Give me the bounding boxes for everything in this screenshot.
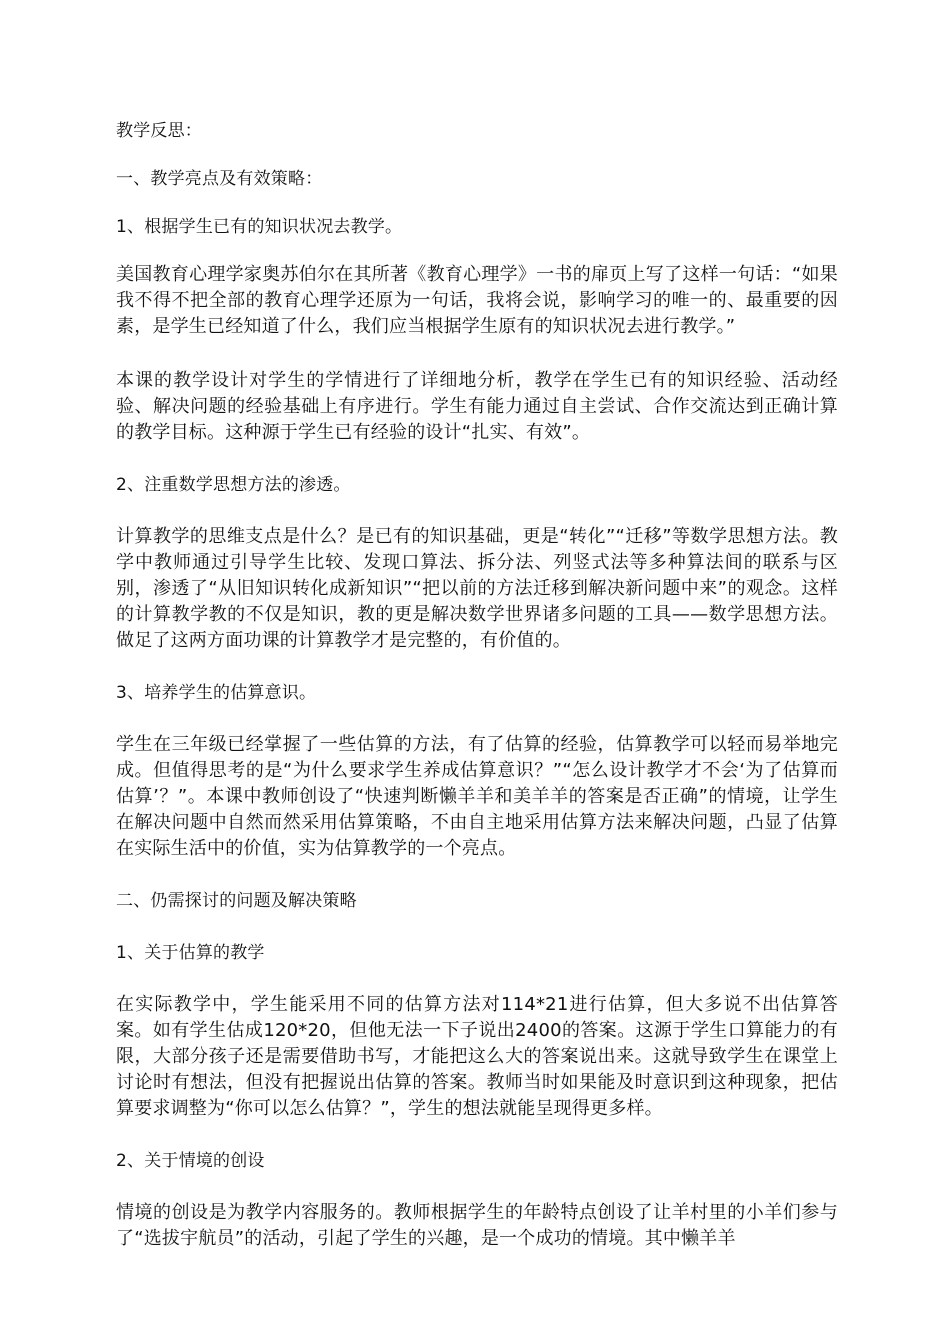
paragraph-6: 情境的创设是为教学内容服务的。教师根据学生的年龄特点创设了让羊村里的小羊们参与了“选拔宇航员”的活动，引起了学生的兴趣，是一个成功的情境。其中懒羊羊 — [116, 1202, 838, 1249]
document-body — [116, 118, 838, 1252]
item-heading-2: 2、注重数学思想方法的渗透。 — [116, 475, 351, 495]
item-heading-4: 1、关于估算的教学 — [116, 943, 265, 963]
paragraph-2: 本课的教学设计对学生的学情进行了详细地分析，教学在学生已有的知识经验、活动经验、解决问题的经验基础上有序进行。学生有能力通过自主尝试、合作交流达到正确计算的教学目标。这种源于学生已有经验的设计“扎实、有效”。 — [116, 370, 838, 443]
paragraph-3: 计算教学的思维支点是什么？是已有的知识基础，更是“转化”“迁移”等数学思想方法。教学中教师通过引导学生比较、发现口算法、拆分法、列竖式法等多种算法间的联系与区别，渗透了“从旧知识转化成新知识”“把以前的方法迁移到解决新问题中来”的观念。这样的计算教学教的不仅是知识，教的更是解决数学世界诸多问题的工具——数学思想方法。做足了这两方面功课的计算教学才是完整的，有价值的。 — [116, 526, 838, 651]
paragraph-4: 学生在三年级已经掌握了一些估算的方法，有了估算的经验，估算教学可以轻而易举地完成。但值得思考的是“为什么要求学生养成估算意识？”“怎么设计教学才不会‘为了估算而估算’？”。本课中教师创设了“快速判断懒羊羊和美羊羊的答案是否正确”的情境，让学生在解决问题中自然而然采用估算策略，不由自主地采用估算方法来解决问题，凸显了估算在实际生活中的价值，实为估算教学的一个亮点。 — [116, 734, 838, 859]
item-heading-3: 3、培养学生的估算意识。 — [116, 683, 317, 703]
document-title: 教学反思： — [116, 121, 202, 141]
paragraph-5: 在实际教学中，学生能采用不同的估算方法对114*21进行估算，但大多说不出估算答案。如有学生估成120*20，但他无法一下子说出2400的答案。这源于学生口算能力的有限，大部分孩子还是需要借助书写，才能把这么大的答案说出来。这就导致学生在课堂上讨论时有想法，但没有把握说出估算的答案。教师当时如果能及时意识到这种现象，把估算要求调整为“你可以怎么估算？”，学生的想法就能呈现得更多样。 — [116, 994, 838, 1119]
paragraph-1: 美国教育心理学家奥苏伯尔在其所著《教育心理学》一书的扉页上写了这样一句话：“如果我不得不把全部的教育心理学还原为一句话，我将会说，影响学习的唯一的、最重要的因素，是学生已经知道了什么，我们应当根据学生原有的知识状况去进行教学。” — [116, 264, 838, 337]
item-heading-1: 1、根据学生已有的知识状况去教学。 — [116, 217, 403, 237]
section-heading-2: 二、仍需探讨的问题及解决策略 — [116, 891, 357, 911]
section-heading-1: 一、教学亮点及有效策略： — [116, 169, 323, 189]
item-heading-5: 2、关于情境的创设 — [116, 1151, 265, 1171]
